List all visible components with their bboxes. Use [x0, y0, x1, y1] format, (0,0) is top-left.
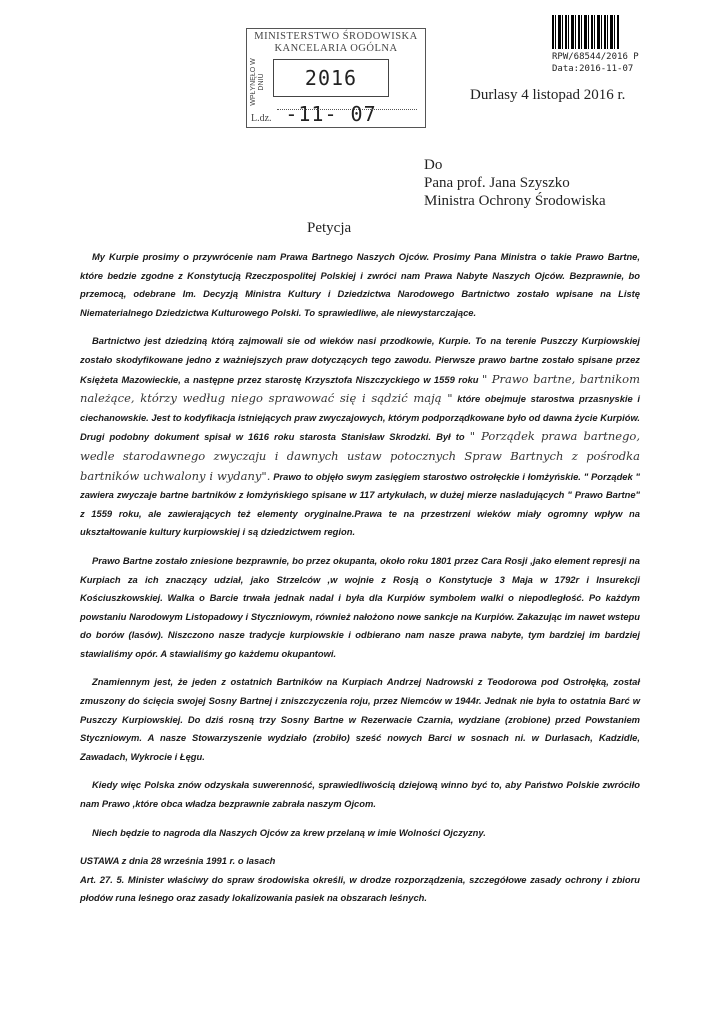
- registry-date: Data:2016-11-07: [552, 64, 634, 74]
- paragraph-4: Znamiennym jest, że jeden z ostatnich Bartników na Kurpiach Andrzej Nadrowski z Teodorowa pod Ostrołęką, został zmuszony do ścięcia swojej Sosny Bartnej i zniszczyczenia roju, przez Niemców w 1944r. Jednak nie była to ostatnia Barć w Puszczy Kurpiowskiej. Do dziś rosną trzy Sosny Bartne w Rezerwacie Czarnia, wydziane (zrobione) przed Powstaniem Styczniowym. A nasze Stowarzyszenie wydziało (zrobiło) sześć nowych Barci w sosnach ni. w Durlasach, Kadzidle, Zawadach, Wykrocie i Łęgu.: [80, 676, 640, 762]
- stamp-dotted-line: [277, 109, 417, 110]
- law-reference-text: Art. 27. 5. Minister właściwy do spraw środowiska określi, w drodze rozporządzenia, szczegółowe zasady ochrony i zbioru płodów runa leśnego oraz zasady lokalizowania pasiek na obszarach leśnych.: [80, 873, 640, 904]
- paragraph-1: My Kurpie prosimy o przywrócenie nam Prawa Bartnego Naszych Ojców. Prosimy Pana Ministra o takie Prawo Bartne, które bedzie zgodne z Konstytucją Rzeczpospolitej Polskiej i zwróci nam Prawa Nabyte Naszych Ojców. Bezprawnie, bo przemocą, odebrane Im. Decyzją Ministra Kultury i Dziedzictwa Narodowego Bartnictwo zostało wpisane na Listę Niematerialnego Dziedzictwa Kulturowego Polski. To sprawiedliwe, ale niewystarczające.: [80, 251, 640, 318]
- document-title: Petycja: [307, 220, 352, 236]
- paragraph-2-part-a: Bartnictwo jest dziedziną którą zajmowali sie od wieków nasi przodkowie, Kurpie. To na terenie Puszczy Kurpiowskiej zostało skodyfikowane jedno z ważniejszych praw dotyczących tego zawodu. Pierwsze prawo bartne zostało spisane przez Księżeta Mazowieckie, a następne przez starostę Krzysztofa Niszczyckiego w 1559 roku: [80, 335, 640, 385]
- paragraph-5: Kiedy więc Polska znów odzyskała suwerenność, sprawiedliwością dziejową winno być to, aby Państwo Polskie zwróciło nam Prawo ,które obca władza bezprawnie zabrała naszym Ojcom.: [80, 779, 640, 810]
- place-date: Durlasy 4 listopad 2016 r.: [470, 87, 626, 103]
- petition-body: [80, 248, 640, 908]
- paragraph-3: Prawo Bartne zostało zniesione bezprawnie, bo przez okupanta, około roku 1801 przez Cara Rosji ,jako element represji na Kurpiach za ich znaczący udział, jako Strzelców ,w wojnie z Rosją o Konstytucje 3 Maja w 1792r i Insurekcji Kościuszkowskiej. Walka o Barcie trwała jednak nadal i była dla Kurpiów symbolem walki o niepodległość. Po każdym powstaniu Narodowym Listopadowy i Styczniowym, również nałożono nowe sankcje na Kurpiów. Zakazując im nawet wstepu do borów (lasów). Niszczono nasze tradycje kurpiowskie i odbierano nam nasze prawa nabyte, tym bardziej im bardziej stawialiśmy opór. A stawialiśmy go każdemu okupantowi.: [80, 554, 640, 659]
- stamp-received-label: WPŁYNĘŁO W DNIU: [250, 58, 265, 106]
- quote-prawo-bartne: " Prawo bartne, bartnikom należące, którzy według niego sprawować się i sądzić mają ": [80, 371, 640, 406]
- stamp-office-line: KANCELARIA OGÓLNA: [274, 43, 398, 54]
- stamp-ldz-label: L.dz.: [251, 113, 272, 124]
- paragraph-6: Niech będzie to nagroda dla Naszych Ojców za krew przelaną w imie Wolności Ojczyzny.: [92, 826, 486, 838]
- addressee-line-1: Do: [424, 157, 443, 173]
- addressee-block: [424, 156, 606, 210]
- paragraph-2: [80, 332, 640, 542]
- barcode-icon: [552, 15, 620, 49]
- stamp-date: 2016 -11- 07: [273, 59, 389, 97]
- paragraph-2-part-c: Prawo to objęło swym zasięgiem starostwo ostrołęckie i łomżyńskie. " Porządek " zawiera zwyczaje bartne bartników z łomżyńskiego spisane w 117 artykułach, w dużej mierze nasladujących " Prawo Bartne" z 1559 roku, ale zawierających też elementy oryginalne.Prawa te na przestrzeni wieków miały ogromny wpływ na ukształtowanie kultury kurpiowskiej i są dziedzictwem region.: [80, 470, 641, 538]
- registry-number: RPW/68544/2016 P: [552, 52, 639, 62]
- addressee-line-2: Pana prof. Jana Szyszko: [424, 175, 570, 191]
- stamp-ministry-line: MINISTERSTWO ŚRODOWISKA: [254, 31, 418, 42]
- law-reference-title: USTAWA z dnia 28 września 1991 r. o lasach: [80, 855, 276, 867]
- quote-porzadek: " Porządek prawa bartnego, wedle starodawnego zwyczaju i dawnych ustaw potocznych Spraw Bartnych z pośrodka bartników uchwalony i wydany".: [80, 429, 641, 483]
- paragraph-2-part-b: które obejmuje starostwa przasnyskie i ciechanowskie. Jest to kodyfikacja istniejących praw zwyczajowych, którym podporządkowane było od dawna życie Kurpiów. Drugi podobny dokument spisał w 1616 roku starosta Stanisław Skrodzki. Był to: [80, 393, 640, 443]
- registry-stamp: [246, 28, 426, 128]
- addressee-line-3: Ministra Ochrony Środowiska: [424, 193, 606, 209]
